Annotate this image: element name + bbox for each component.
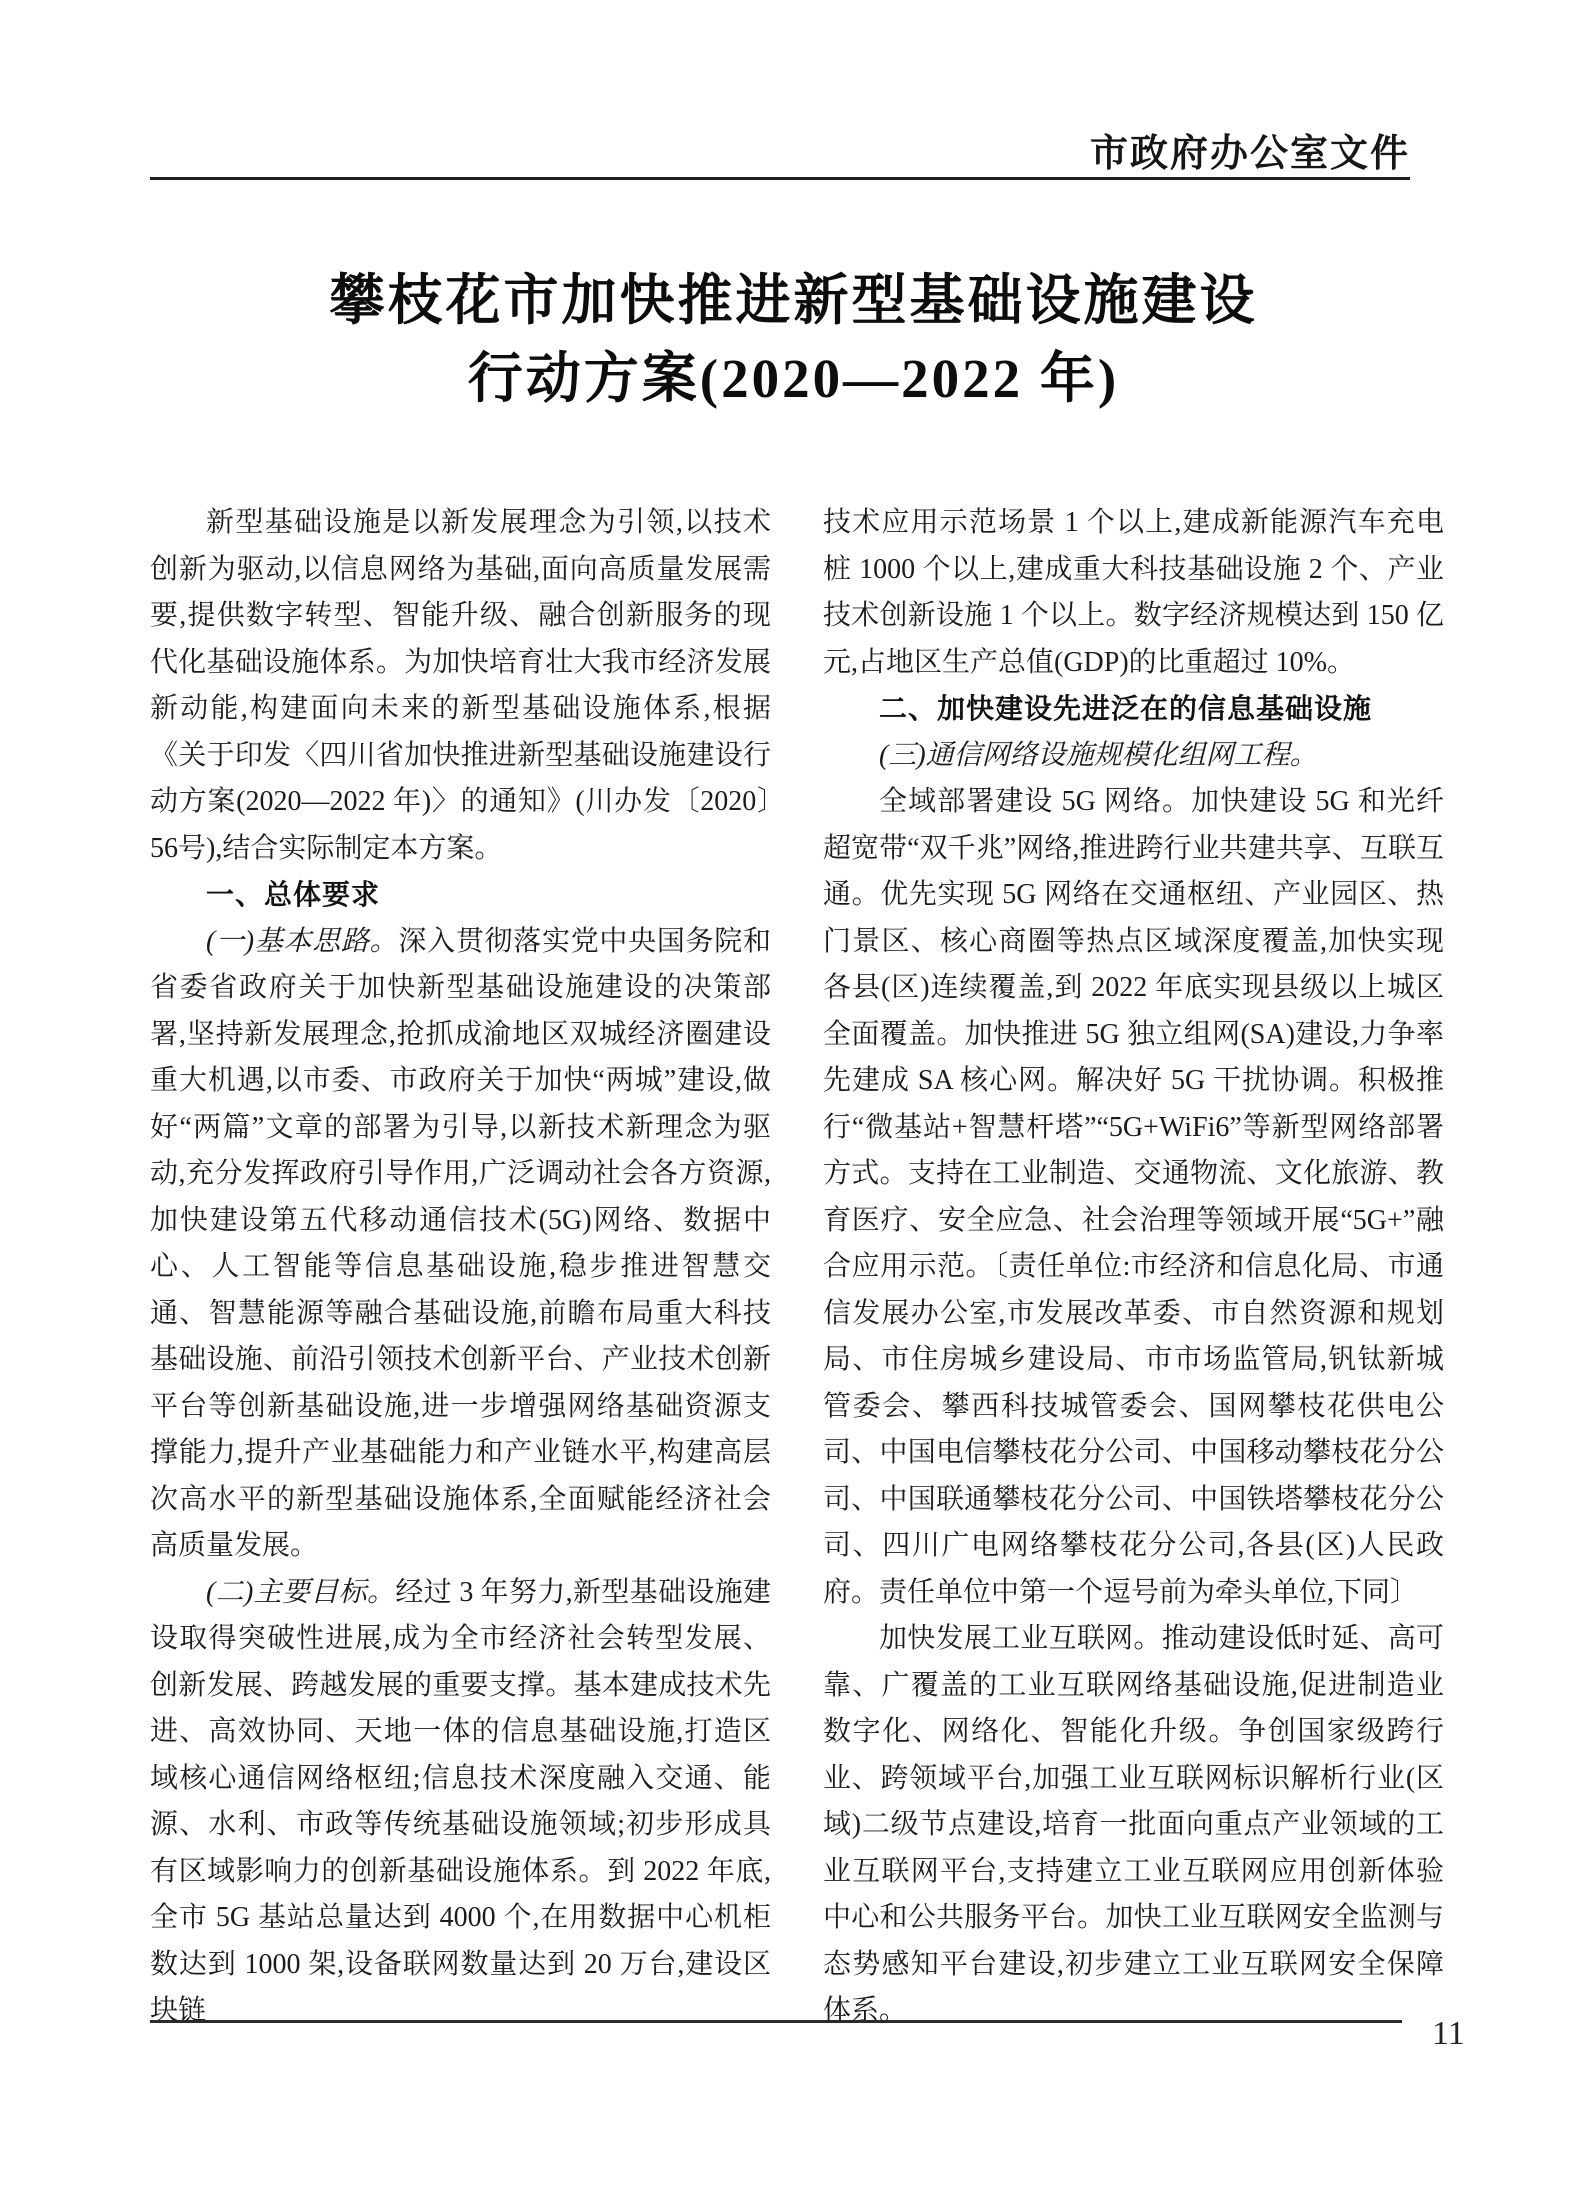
paragraph-label: (一)基本思路。 <box>206 925 399 957</box>
page-number: 11 <box>1432 2015 1465 2052</box>
left-column <box>150 500 771 2035</box>
section-heading-1 <box>150 872 771 919</box>
paragraph-text: 技术应用示范场景 1 个以上,建成新能源汽车充电桩 1000 个以上,建成重大科技基础设施 2 个、产业技术创新设施 1 个以上。数字经济规模达到 150 亿元,占地区生产总值(GDP)的比重超过 10%。 <box>823 507 1444 678</box>
title-line-1: 攀枝花市加快推进新型基础设施建设 <box>329 270 1258 331</box>
paragraph-text: 全域部署建设 5G 网络。加快建设 5G 和光纤超宽带“双千兆”网络,推进跨行业共建共享、互联互通。优先实现 5G 网络在交通枢纽、产业园区、热门景区、核心商圈等热点区域深度覆盖,加快实现各县(区)连续覆盖,到 2022 年底实现县级以上城区全面覆盖。加快推进 5G 独立组网(SA)建设,力争率先建成 SA 核心网。解决好 5G 干扰协调。积极推行“微基站+智慧杆塔”“5G+WiFi6”等新型网络部署方式。支持在工业制造、交通物流、文化旅游、教育医疗、安全应急、社会治理等领域开展“5G+”融合应用示范。〔责任单位:市经济和信息化局、市通信发展办公室,市发展改革委、市自然资源和规划局、市住房城乡建设局、市市场监管局,钒钛新城管委会、攀西科技城管委会、国网攀枝花供电公司、中国电信攀枝花分公司、中国移动攀枝花分公司、中国联通攀枝花分公司、中国铁塔攀枝花分公司、四川广电网络攀枝花分公司,各县(区)人民政府。责任单位中第一个逗号前为牵头单位,下同〕 <box>823 786 1444 1608</box>
heading-text: 二、加快建设先进泛在的信息基础设施 <box>879 693 1373 724</box>
section-heading-2 <box>823 686 1444 733</box>
paragraph-industrial-internet <box>823 1616 1444 2035</box>
paragraph-basic-approach <box>150 919 771 1570</box>
footer-rule <box>150 2020 1402 2023</box>
paragraph-text: 经过 3 年努力,新型基础设施建设取得突破性进展,成为全市经济社会转型发展、创新发展、跨越发展的重要支撑。基本建成技术先进、高效协同、天地一体的信息基础设施,打造区域核心通信网络枢纽;信息技术深度融入交通、能源、水利、市政等传统基础设施领域;初步形成具有区域影响力的创新基础设施体系。到 2022 年底,全市 5G 基站总量达到 4000 个,在用数据中心机柜数达到 1000 架,设备联网数量达到 20 万台,建设区块链 <box>150 1576 771 2026</box>
paragraph-text: 深入贯彻落实党中央国务院和省委省政府关于加快新型基础设施建设的决策部署,坚持新发展理念,抢抓成渝地区双城经济圈建设重大机遇,以市委、市政府关于加快“两城”建设,做好“两篇”文章的部署为引导,以新技术新理念为驱动,充分发挥政府引导作用,广泛调动社会各方资源,加快建设第五代移动通信技术(5G)网络、数据中心、人工智能等信息基础设施,稳步推进智慧交通、智慧能源等融合基础设施,前瞻布局重大科技基础设施、前沿引领技术创新平台、产业技术创新平台等创新基础设施,进一步增强网络基础资源支撑能力,提升产业基础能力和产业链水平,构建高层次高水平的新型基础设施体系,全面赋能经济社会高质量发展。 <box>150 925 771 1561</box>
paragraph-text: 加快发展工业互联网。推动建设低时延、高可靠、广覆盖的工业互联网络基础设施,促进制造业数字化、网络化、智能化升级。争创国家级跨行业、跨领域平台,加强工业互联网标识解析行业(区域)二级节点建设,培育一批面向重点产业领域的工业互联网平台,支持建立工业互联网应用创新体验中心和公共服务平台。加快工业互联网安全监测与态势感知平台建设,初步建立工业互联网安全保障体系。 <box>823 1623 1444 2026</box>
right-column <box>823 500 1444 2035</box>
header-label: 市政府办公室文件 <box>1089 133 1410 175</box>
paragraph-main-goals <box>150 1570 771 2035</box>
paragraph-subsection-3 <box>823 733 1444 780</box>
paragraph-text: 新型基础设施是以新发展理念为引领,以技术创新为驱动,以信息网络为基础,面向高质量发展需要,提供数字转型、智能升级、融合创新服务的现代化基础设施体系。为加快培育壮大我市经济发展新动能,构建面向未来的新型基础设施体系,根据《关于印发〈四川省加快推进新型基础设施建设行动方案(2020—2022 年)〉的通知》(川办发〔2020〕56号),结合实际制定本方案。 <box>150 507 771 864</box>
document-header <box>150 132 1410 180</box>
paragraph-intro <box>150 500 771 872</box>
title-line-2: 行动方案(2020—2022 年) <box>467 348 1120 409</box>
paragraph-label: (二)主要目标。 <box>206 1576 396 1608</box>
heading-text: 一、总体要求 <box>206 879 381 910</box>
paragraph-continuation <box>823 500 1444 686</box>
page-title <box>0 262 1587 418</box>
paragraph-5g-network <box>823 779 1444 1616</box>
paragraph-text: (三)通信网络设施规模化组网工程。 <box>879 739 1318 771</box>
